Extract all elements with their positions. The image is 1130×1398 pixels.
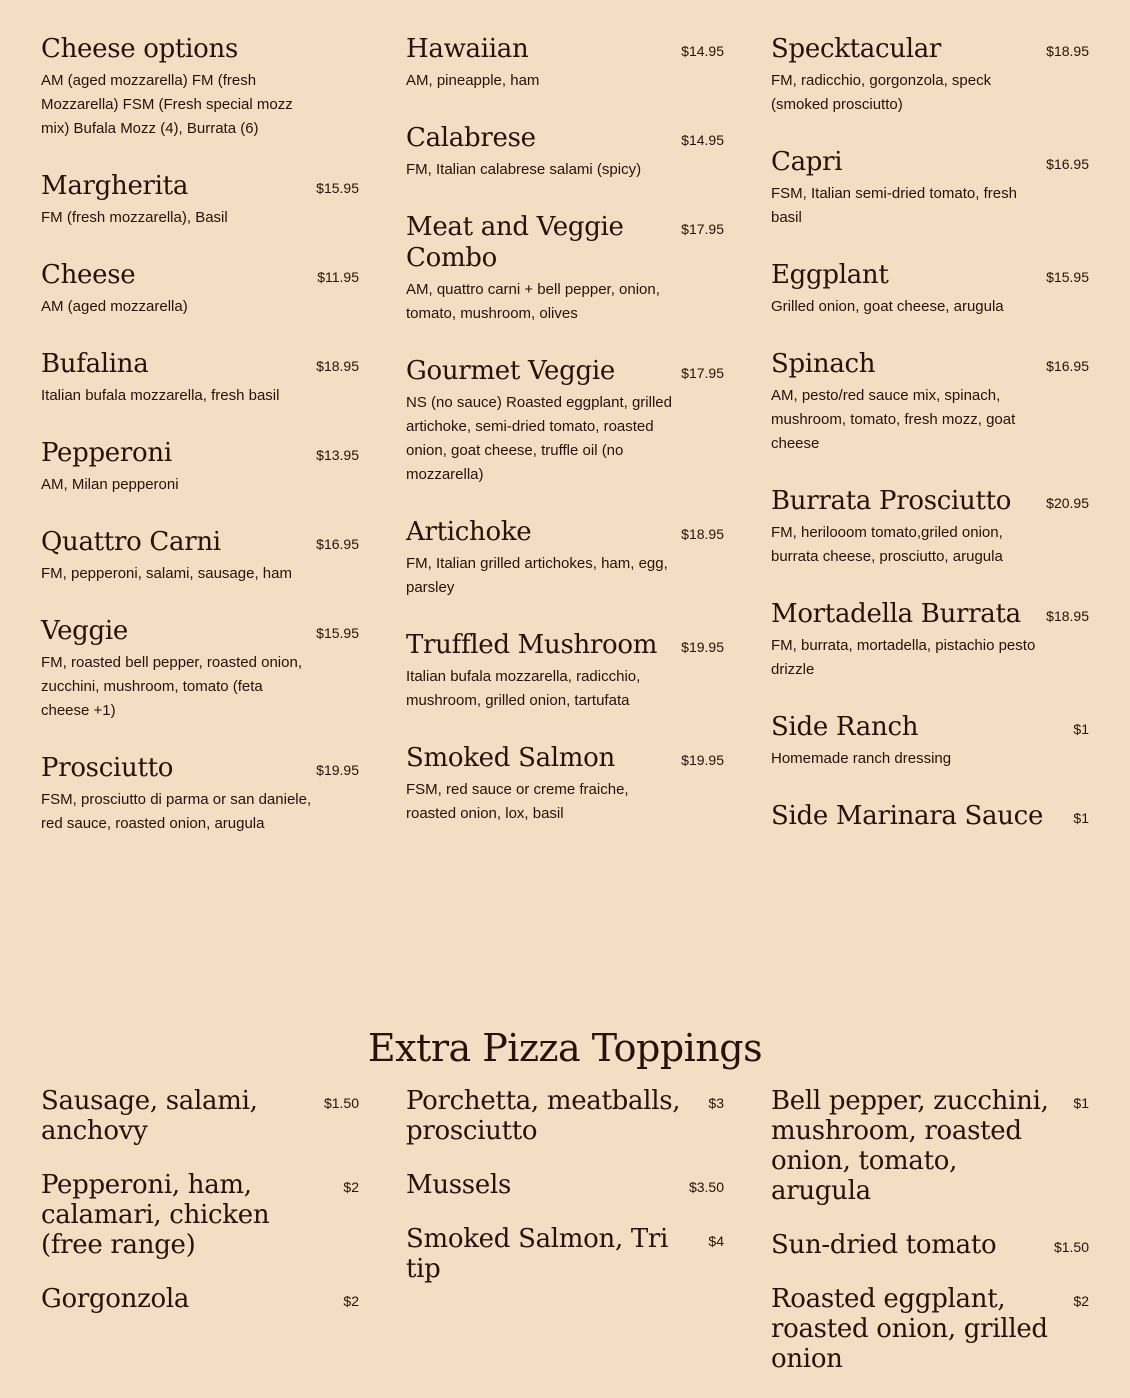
menu-item-description: FM, Italian calabrese salami (spicy) bbox=[406, 161, 642, 178]
menu-item-name: Gourmet Veggie bbox=[406, 356, 615, 386]
topping-item bbox=[406, 1170, 724, 1200]
menu-item-header bbox=[41, 349, 359, 380]
menu-item-name: Cheese bbox=[41, 260, 136, 290]
menu-item bbox=[406, 630, 724, 713]
menu-item-header bbox=[771, 712, 1089, 743]
menu-item-header bbox=[406, 743, 724, 774]
menu-item-header bbox=[406, 356, 724, 387]
topping-item bbox=[771, 1086, 1089, 1206]
menu-item-name: Pepperoni bbox=[41, 438, 172, 468]
topping-item bbox=[41, 1170, 359, 1260]
menu-item-price: $20.95 bbox=[1046, 495, 1089, 511]
menu-item-price: $19.95 bbox=[681, 752, 724, 768]
topping-price: $3.50 bbox=[688, 1179, 724, 1195]
menu-item-description: FM, pepperoni, salami, sausage, ham bbox=[41, 565, 292, 582]
menu-item bbox=[771, 712, 1089, 771]
menu-item-description: FSM, Italian semi-dried tomato, fresh basil bbox=[771, 185, 1017, 226]
menu-item bbox=[406, 123, 724, 182]
menu-item-price: $11.95 bbox=[317, 269, 359, 285]
menu-item-description: FM, radicchio, gorgonzola, speck (smoked prosciutto) bbox=[771, 72, 992, 113]
menu-item-description: FM, roasted bell pepper, roasted onion, zucchini, mushroom, tomato (feta cheese +1) bbox=[41, 654, 302, 719]
menu-column-1 bbox=[41, 34, 359, 866]
menu-item-price: $18.95 bbox=[1046, 43, 1089, 59]
menu-item-name: Hawaiian bbox=[406, 34, 529, 64]
menu-item-name: Calabrese bbox=[406, 123, 536, 153]
menu-item-price: $15.95 bbox=[1046, 269, 1089, 285]
menu-item-description: FM, Italian grilled artichokes, ham, egg, parsley bbox=[406, 555, 668, 596]
menu-item-name: Spinach bbox=[771, 349, 876, 379]
menu-item bbox=[41, 260, 359, 319]
menu-item bbox=[771, 147, 1089, 230]
topping-price: $3 bbox=[708, 1095, 724, 1111]
menu-item-description: FSM, prosciutto di parma or san daniele, red sauce, roasted onion, arugula bbox=[41, 791, 312, 832]
menu-item-header bbox=[771, 486, 1089, 517]
menu-item-header bbox=[406, 212, 724, 274]
pizza-menu bbox=[41, 34, 1089, 866]
menu-item-price: $16.95 bbox=[1046, 358, 1089, 374]
menu-item bbox=[41, 349, 359, 408]
menu-item-name: Eggplant bbox=[771, 260, 889, 290]
topping-price: $2 bbox=[1073, 1293, 1089, 1309]
menu-item-description: AM, Milan pepperoni bbox=[41, 476, 179, 493]
menu-item-header bbox=[771, 260, 1089, 291]
menu-item-header bbox=[41, 438, 359, 469]
menu-item-header bbox=[406, 517, 724, 548]
topping-name: Mussels bbox=[406, 1170, 511, 1200]
menu-item-description: AM (aged mozzarella) FM (fresh Mozzarella) FSM (Fresh special mozz mix) Bufala Mozz (4), Burrata (6) bbox=[41, 72, 293, 137]
menu-item-description: FM, herilooom tomato,griled onion, burrata cheese, prosciutto, arugula bbox=[771, 524, 1003, 565]
menu-item bbox=[771, 486, 1089, 569]
menu-item-header bbox=[41, 616, 359, 647]
topping-item-header bbox=[771, 1230, 1089, 1260]
topping-name: Porchetta, meatballs, prosciutto bbox=[406, 1086, 681, 1146]
topping-item-header bbox=[406, 1224, 724, 1284]
menu-item-price: $1 bbox=[1073, 810, 1089, 826]
topping-price: $4 bbox=[708, 1233, 724, 1249]
menu-item bbox=[771, 260, 1089, 319]
menu-item bbox=[406, 743, 724, 826]
menu-item-price: $1 bbox=[1073, 721, 1089, 737]
menu-item-name: Specktacular bbox=[771, 34, 942, 64]
menu-item-name: Capri bbox=[771, 147, 843, 177]
menu-item bbox=[771, 801, 1089, 832]
menu-column-2 bbox=[406, 34, 724, 866]
menu-item-name: Mortadella Burrata bbox=[771, 599, 1021, 629]
menu-item bbox=[41, 438, 359, 497]
topping-name: Bell pepper, zucchini, mushroom, roasted onion, tomato, arugula bbox=[771, 1086, 1049, 1206]
menu-item-name: Veggie bbox=[41, 616, 128, 646]
menu-item-description: AM (aged mozzarella) bbox=[41, 298, 188, 315]
menu-item bbox=[41, 616, 359, 723]
menu-item-description: Homemade ranch dressing bbox=[771, 750, 952, 767]
menu-item-price: $16.95 bbox=[316, 536, 359, 552]
menu-item-price: $14.95 bbox=[681, 132, 724, 148]
menu-item-price: $18.95 bbox=[1046, 608, 1089, 624]
menu-item-price: $15.95 bbox=[316, 180, 359, 196]
menu-item-header bbox=[771, 599, 1089, 630]
topping-item bbox=[406, 1224, 724, 1284]
menu-item-name: Margherita bbox=[41, 171, 189, 201]
menu-item-name: Meat and Veggie Combo bbox=[406, 212, 624, 273]
menu-item-header bbox=[41, 34, 359, 65]
menu-item-price: $18.95 bbox=[681, 526, 724, 542]
topping-item-header bbox=[41, 1086, 359, 1146]
topping-item-header bbox=[771, 1284, 1089, 1374]
menu-item-price: $19.95 bbox=[681, 639, 724, 655]
menu-item-description: FSM, red sauce or creme fraiche, roasted onion, lox, basil bbox=[406, 781, 629, 822]
menu-item-name: Burrata Prosciutto bbox=[771, 486, 1012, 516]
topping-item-header bbox=[41, 1170, 359, 1260]
topping-name: Roasted eggplant, roasted onion, grilled onion bbox=[771, 1284, 1048, 1374]
topping-item bbox=[41, 1086, 359, 1146]
topping-price: $1.50 bbox=[323, 1095, 359, 1111]
menu-column-3 bbox=[771, 34, 1089, 866]
topping-name: Sausage, salami, anchovy bbox=[41, 1086, 258, 1146]
menu-item-name: Quattro Carni bbox=[41, 527, 221, 557]
menu-item-name: Artichoke bbox=[406, 517, 532, 547]
menu-item bbox=[41, 527, 359, 586]
menu-item bbox=[406, 356, 724, 487]
menu-item-header bbox=[771, 801, 1089, 832]
topping-name: Sun-dried tomato bbox=[771, 1230, 997, 1260]
menu-item bbox=[771, 599, 1089, 682]
topping-item-header bbox=[406, 1086, 724, 1146]
menu-item-header bbox=[406, 630, 724, 661]
menu-item-header bbox=[771, 34, 1089, 65]
menu-item-header bbox=[41, 753, 359, 784]
toppings-column-3 bbox=[771, 1086, 1089, 1398]
topping-price: $2 bbox=[343, 1179, 359, 1195]
toppings-column-2 bbox=[406, 1086, 724, 1398]
menu-item-price: $14.95 bbox=[681, 43, 724, 59]
topping-item bbox=[771, 1230, 1089, 1260]
topping-item bbox=[406, 1086, 724, 1146]
menu-item bbox=[41, 171, 359, 230]
menu-item-name: Smoked Salmon bbox=[406, 743, 615, 773]
topping-name: Gorgonzola bbox=[41, 1284, 190, 1314]
topping-item bbox=[771, 1284, 1089, 1374]
menu-item-description: FM, burrata, mortadella, pistachio pesto drizzle bbox=[771, 637, 1036, 678]
menu-item-name: Cheese options bbox=[41, 34, 239, 64]
topping-price: $1 bbox=[1073, 1095, 1089, 1111]
menu-item-header bbox=[406, 123, 724, 154]
menu-item-header bbox=[771, 349, 1089, 380]
menu-item-header bbox=[771, 147, 1089, 178]
menu-item bbox=[771, 34, 1089, 117]
menu-item-header bbox=[41, 527, 359, 558]
menu-item-price: $17.95 bbox=[681, 221, 724, 237]
menu-item-description: AM, quattro carni + bell pepper, onion, tomato, mushroom, olives bbox=[406, 281, 660, 322]
menu-item-price: $15.95 bbox=[316, 625, 359, 641]
topping-price: $2 bbox=[343, 1293, 359, 1309]
menu-item bbox=[41, 34, 359, 141]
menu-item-name: Prosciutto bbox=[41, 753, 174, 783]
topping-item-header bbox=[406, 1170, 724, 1200]
menu-item-description: AM, pesto/red sauce mix, spinach, mushroom, tomato, fresh mozz, goat cheese bbox=[771, 387, 1016, 452]
menu-item-header bbox=[406, 34, 724, 65]
menu-item-description: Italian bufala mozzarella, fresh basil bbox=[41, 387, 280, 404]
menu-item bbox=[41, 753, 359, 836]
menu-item-name: Side Ranch bbox=[771, 712, 919, 742]
topping-price: $1.50 bbox=[1053, 1239, 1089, 1255]
menu-item-price: $18.95 bbox=[316, 358, 359, 374]
toppings-list bbox=[41, 1086, 1089, 1398]
toppings-column-1 bbox=[41, 1086, 359, 1398]
menu-item-description: NS (no sauce) Roasted eggplant, grilled artichoke, semi-dried tomato, roasted onion, goat cheese, truffle oil (no mozzarella) bbox=[406, 394, 672, 483]
menu-item-description: FM (fresh mozzarella), Basil bbox=[41, 209, 228, 226]
menu-item-price: $17.95 bbox=[681, 365, 724, 381]
menu-item-name: Side Marinara Sauce bbox=[771, 801, 1044, 831]
menu-item bbox=[406, 34, 724, 93]
section-title: Extra Pizza Toppings bbox=[367, 1025, 763, 1070]
menu-item bbox=[771, 349, 1089, 456]
menu-item-description: Grilled onion, goat cheese, arugula bbox=[771, 298, 1004, 315]
topping-name: Pepperoni, ham, calamari, chicken (free range) bbox=[41, 1170, 270, 1260]
menu-item-price: $13.95 bbox=[316, 447, 359, 463]
menu-item-description: AM, pineapple, ham bbox=[406, 72, 540, 89]
menu-item-name: Bufalina bbox=[41, 349, 149, 379]
menu-item-description: Italian bufala mozzarella, radicchio, mushroom, grilled onion, tartufata bbox=[406, 668, 641, 709]
menu-item-price: $19.95 bbox=[316, 762, 359, 778]
menu-item-header bbox=[41, 171, 359, 202]
topping-name: Smoked Salmon, Tri tip bbox=[406, 1224, 669, 1284]
menu-item bbox=[406, 517, 724, 600]
menu-item-header bbox=[41, 260, 359, 291]
menu-item bbox=[406, 212, 724, 326]
menu-item-name: Truffled Mushroom bbox=[406, 630, 658, 660]
topping-item-header bbox=[771, 1086, 1089, 1206]
menu-item-price: $16.95 bbox=[1046, 156, 1089, 172]
